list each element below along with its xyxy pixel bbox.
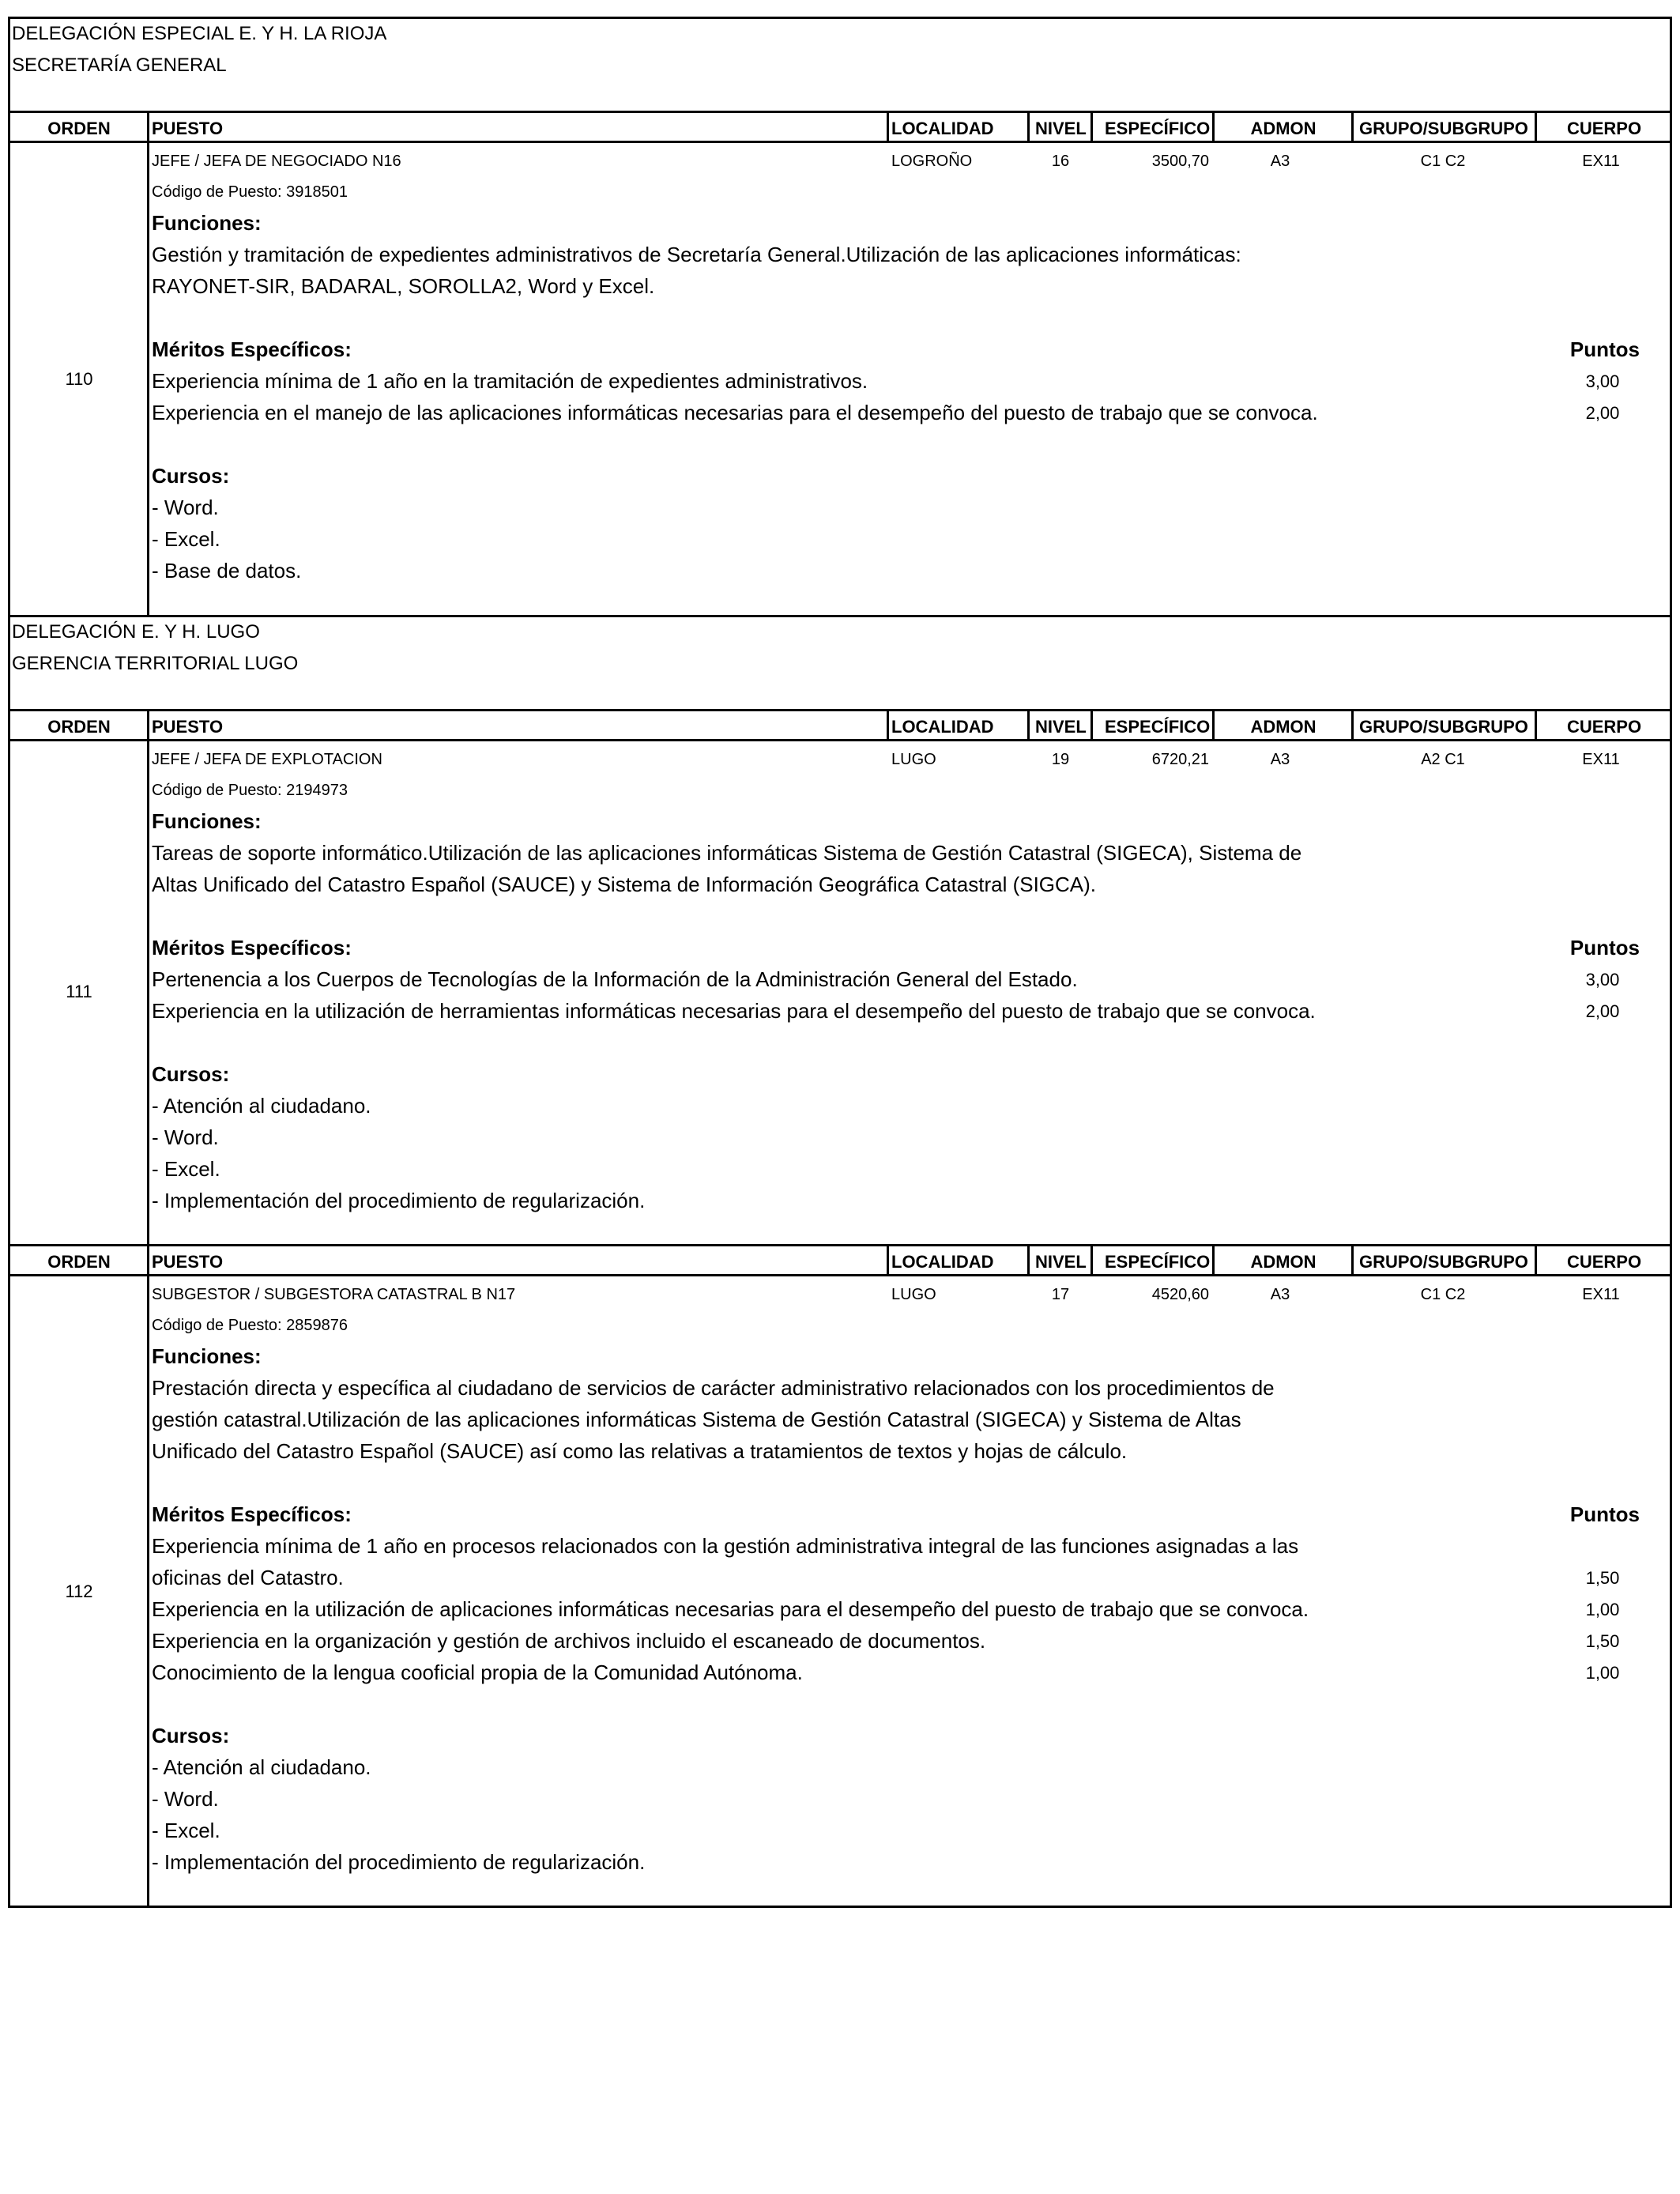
merito-points: 3,00 xyxy=(1585,371,1620,391)
funciones-line: Gestión y tramitación de expedientes administrativos de Secretaría General.Utilización de las aplicaciones informáticas: xyxy=(152,243,1241,266)
col-grupo: GRUPO/SUBGRUPO xyxy=(1359,119,1528,138)
codigo-puesto: Código de Puesto: 3918501 xyxy=(152,183,348,201)
merito-points: 1,50 xyxy=(1585,1568,1620,1588)
col-cuerpo: CUERPO xyxy=(1566,717,1642,737)
funciones-line: RAYONET-SIR, BADARAL, SOROLLA2, Word y Excel. xyxy=(152,274,655,298)
puntos-label: Puntos xyxy=(1569,337,1640,361)
funciones-line: Tareas de soporte informático.Utilización de las aplicaciones informáticas Sistema de Gestión Catastral (SIGECA), Sistema de xyxy=(152,841,1302,865)
especifico-value: 4520,60 xyxy=(1151,1286,1209,1303)
header-bottom-rule xyxy=(8,141,1672,143)
cuerpo-value: EX11 xyxy=(1582,1286,1620,1303)
curso-item: - Excel. xyxy=(152,1819,220,1842)
puesto-value: SUBGESTOR / SUBGESTORA CATASTRAL B N17 xyxy=(152,1286,516,1303)
section-subtitle: GERENCIA TERRITORIAL LUGO xyxy=(12,653,299,674)
header-top-rule xyxy=(8,111,1672,113)
col-especifico: ESPECÍFICO xyxy=(1105,119,1211,138)
outer-frame xyxy=(8,17,1672,1908)
col-nivel: NIVEL xyxy=(1035,119,1087,138)
funciones-line: gestión catastral.Utilización de las aplicaciones informáticas Sistema de Gestión Catastral (SIGECA) y Sistema de Altas xyxy=(152,1408,1241,1431)
col-orden: ORDEN xyxy=(47,119,111,138)
col-cuerpo: CUERPO xyxy=(1566,119,1642,138)
merito-text: Experiencia en la utilización de herramientas informáticas necesarias para el desempeño del puesto de trabajo que se convoca. xyxy=(152,999,1316,1023)
curso-item: - Implementación del procedimiento de regularización. xyxy=(152,1189,646,1212)
puntos-label: Puntos xyxy=(1569,1502,1640,1526)
funciones-line: Altas Unificado del Catastro Español (SAUCE) y Sistema de Información Geográfica Catastral (SIGCA). xyxy=(152,873,1097,896)
col-cuerpo: CUERPO xyxy=(1566,1252,1642,1272)
merito-points: 3,00 xyxy=(1585,970,1620,990)
orden-value: 112 xyxy=(65,1581,93,1601)
localidad-value: LOGROÑO xyxy=(891,153,973,170)
curso-item: - Implementación del procedimiento de regularización. xyxy=(152,1850,646,1874)
nivel-value: 17 xyxy=(1051,1286,1070,1303)
col-nivel: NIVEL xyxy=(1035,717,1087,737)
puesto-value: JEFE / JEFA DE NEGOCIADO N16 xyxy=(152,153,401,170)
cuerpo-value: EX11 xyxy=(1582,751,1620,768)
especifico-value: 6720,21 xyxy=(1151,751,1209,768)
merito-text: Experiencia mínima de 1 año en procesos relacionados con la gestión administrativa integral de las funciones asignadas a las xyxy=(152,1534,1299,1558)
merito-points: 2,00 xyxy=(1585,403,1620,423)
orden-divider xyxy=(147,739,149,1246)
cursos-label: Cursos: xyxy=(152,1062,230,1086)
col-puesto: PUESTO xyxy=(152,1252,224,1272)
cuerpo-value: EX11 xyxy=(1582,153,1620,170)
meritos-label: Méritos Específicos: xyxy=(152,337,352,361)
funciones-label: Funciones: xyxy=(152,809,262,833)
merito-text: Experiencia en la utilización de aplicaciones informáticas necesarias para el desempeño del puesto de trabajo que se convoca. xyxy=(152,1597,1309,1621)
merito-text: oficinas del Catastro. xyxy=(152,1566,344,1589)
funciones-label: Funciones: xyxy=(152,1344,262,1368)
merito-points: 1,50 xyxy=(1585,1631,1620,1651)
curso-item: - Word. xyxy=(152,496,219,519)
admon-value: A3 xyxy=(1270,751,1290,768)
nivel-value: 16 xyxy=(1051,153,1070,170)
col-especifico: ESPECÍFICO xyxy=(1105,1252,1211,1272)
puesto-value: JEFE / JEFA DE EXPLOTACION xyxy=(152,751,382,768)
merito-text: Pertenencia a los Cuerpos de Tecnologías de la Información de la Administración General del Estado. xyxy=(152,967,1078,991)
cursos-label: Cursos: xyxy=(152,464,230,488)
col-puesto: PUESTO xyxy=(152,717,224,737)
merito-text: Experiencia en la organización y gestión de archivos incluido el escaneado de documentos. xyxy=(152,1629,986,1653)
col-localidad: LOCALIDAD xyxy=(891,1252,994,1272)
admon-value: A3 xyxy=(1270,153,1290,170)
curso-item: - Base de datos. xyxy=(152,559,302,582)
entry-separator xyxy=(8,615,1672,617)
merito-points: 1,00 xyxy=(1585,1600,1620,1619)
especifico-value: 3500,70 xyxy=(1151,153,1209,170)
col-localidad: LOCALIDAD xyxy=(891,717,994,737)
orden-divider xyxy=(147,1274,149,1908)
section-title: DELEGACIÓN ESPECIAL E. Y H. LA RIOJA xyxy=(12,23,387,44)
merito-text: Experiencia mínima de 1 año en la tramitación de expedientes administrativos. xyxy=(152,369,868,393)
orden-divider xyxy=(147,141,149,616)
col-admon: ADMON xyxy=(1250,1252,1317,1272)
curso-item: - Excel. xyxy=(152,527,220,551)
funciones-line: Prestación directa y específica al ciudadano de servicios de carácter administrativo relacionados con los procedimientos de xyxy=(152,1376,1275,1400)
curso-item: - Word. xyxy=(152,1125,219,1149)
grupo-value: C1 C2 xyxy=(1420,1286,1466,1303)
orden-value: 110 xyxy=(65,369,93,389)
codigo-puesto: Código de Puesto: 2194973 xyxy=(152,782,348,799)
section-subtitle: SECRETARÍA GENERAL xyxy=(12,55,227,76)
col-grupo: GRUPO/SUBGRUPO xyxy=(1359,1252,1528,1272)
meritos-label: Méritos Específicos: xyxy=(152,936,352,959)
col-puesto: PUESTO xyxy=(152,119,224,138)
grupo-value: C1 C2 xyxy=(1420,153,1466,170)
col-grupo: GRUPO/SUBGRUPO xyxy=(1359,717,1528,737)
curso-item: - Excel. xyxy=(152,1157,220,1181)
col-nivel: NIVEL xyxy=(1035,1252,1087,1272)
funciones-line: Unificado del Catastro Español (SAUCE) así como las relativas a tratamientos de textos y hojas de cálculo. xyxy=(152,1439,1128,1463)
curso-item: - Atención al ciudadano. xyxy=(152,1094,371,1118)
col-especifico: ESPECÍFICO xyxy=(1105,717,1211,737)
col-orden: ORDEN xyxy=(47,1252,111,1272)
merito-points: 1,00 xyxy=(1585,1663,1620,1683)
col-orden: ORDEN xyxy=(47,717,111,737)
grupo-value: A2 C1 xyxy=(1421,751,1465,768)
col-admon: ADMON xyxy=(1250,717,1317,737)
localidad-value: LUGO xyxy=(891,1286,936,1303)
merito-text: Conocimiento de la lengua cooficial propia de la Comunidad Autónoma. xyxy=(152,1661,803,1684)
orden-value: 111 xyxy=(66,982,92,1001)
nivel-value: 19 xyxy=(1051,751,1070,768)
col-admon: ADMON xyxy=(1250,119,1317,138)
section-title: DELEGACIÓN E. Y H. LUGO xyxy=(12,621,260,643)
codigo-puesto: Código de Puesto: 2859876 xyxy=(152,1317,348,1334)
localidad-value: LUGO xyxy=(891,751,936,768)
merito-points: 2,00 xyxy=(1585,1001,1620,1021)
curso-item: - Word. xyxy=(152,1787,219,1811)
curso-item: - Atención al ciudadano. xyxy=(152,1755,371,1779)
cursos-label: Cursos: xyxy=(152,1724,230,1747)
admon-value: A3 xyxy=(1270,1286,1290,1303)
funciones-label: Funciones: xyxy=(152,211,262,235)
puntos-label: Puntos xyxy=(1569,936,1640,959)
merito-text: Experiencia en el manejo de las aplicaciones informáticas necesarias para el desempeño del puesto de trabajo que se convoca. xyxy=(152,401,1318,424)
meritos-label: Méritos Específicos: xyxy=(152,1502,352,1526)
col-localidad: LOCALIDAD xyxy=(891,119,994,138)
